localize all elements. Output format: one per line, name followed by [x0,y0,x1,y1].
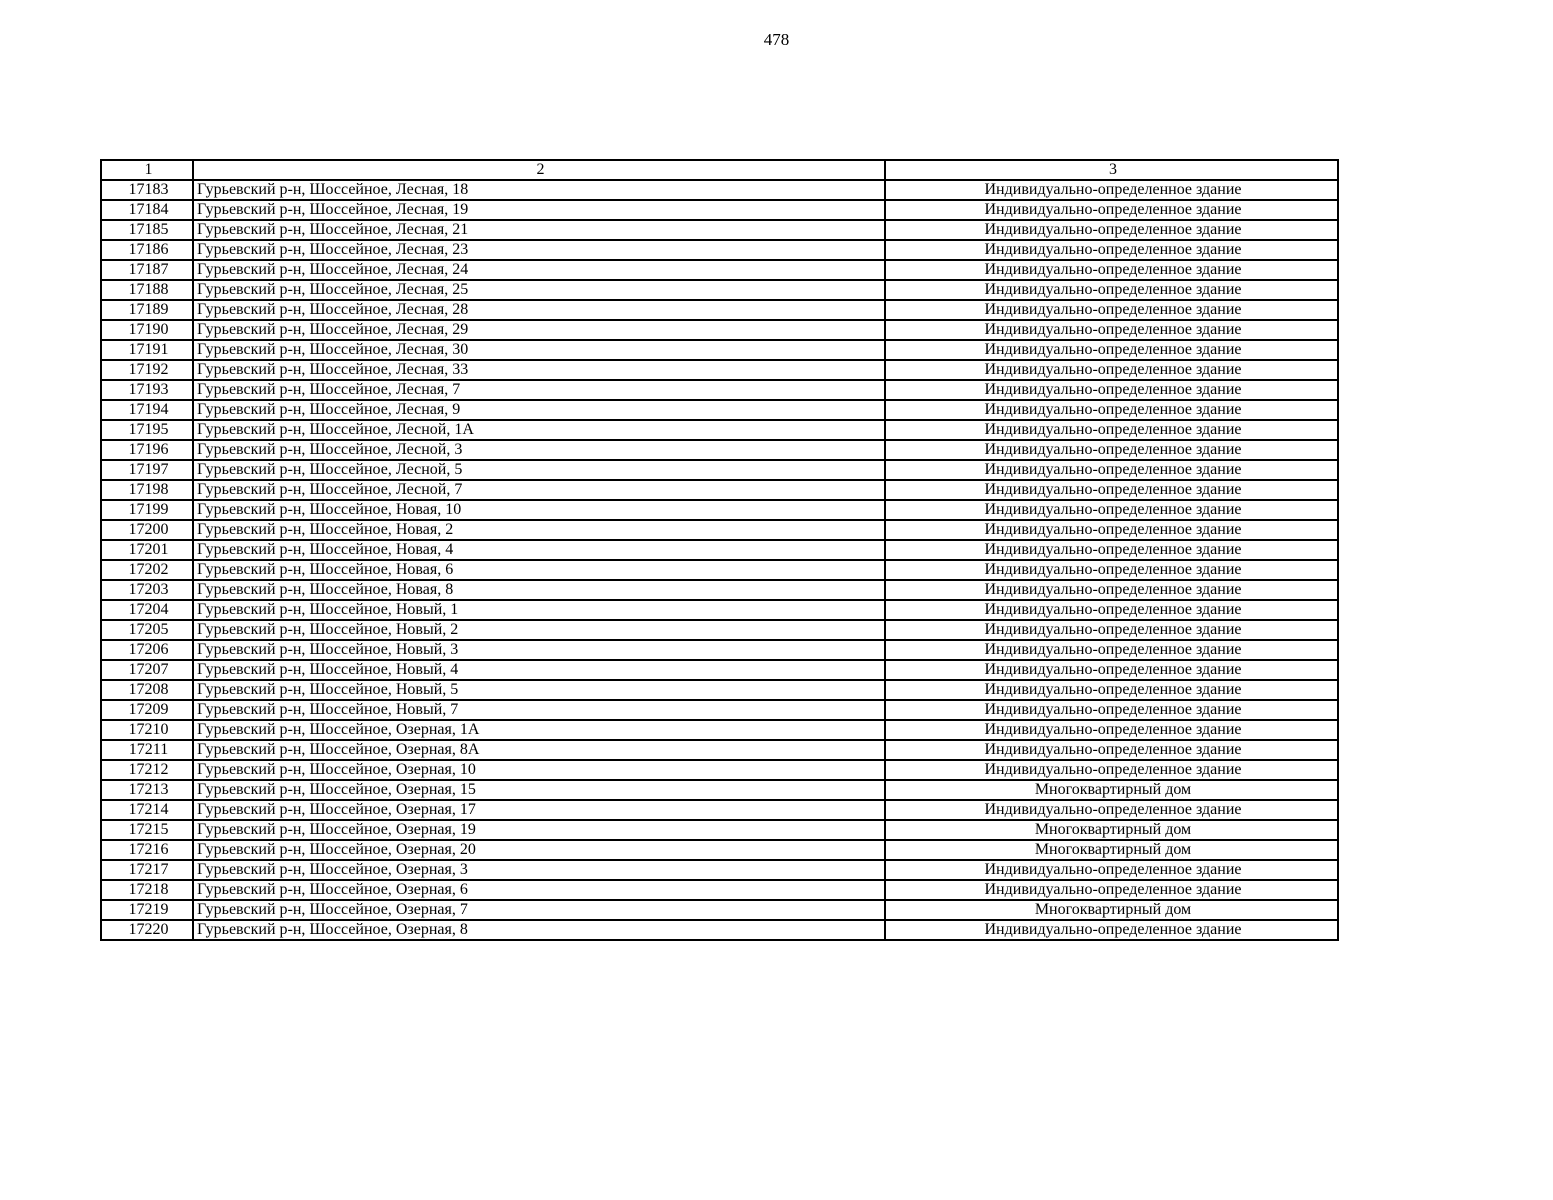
row-number-cell: 17185 [101,220,193,240]
table-row [101,920,1338,940]
building-type-cell: Многоквартирный дом [885,820,1338,840]
table-row [101,480,1338,500]
address-cell: Гурьевский р-н, Шоссейное, Новый, 3 [193,640,885,660]
row-number-cell: 17215 [101,820,193,840]
building-type-cell: Индивидуально-определенное здание [885,400,1338,420]
address-cell: Гурьевский р-н, Шоссейное, Озерная, 8А [193,740,885,760]
row-number-cell: 17212 [101,760,193,780]
row-number-cell: 17183 [101,180,193,200]
building-type-cell: Индивидуально-определенное здание [885,360,1338,380]
address-cell: Гурьевский р-н, Шоссейное, Лесная, 33 [193,360,885,380]
row-number-cell: 17189 [101,300,193,320]
table-row [101,780,1338,800]
building-type-cell: Индивидуально-определенное здание [885,440,1338,460]
table-row [101,600,1338,620]
table-row [101,260,1338,280]
address-cell: Гурьевский р-н, Шоссейное, Лесной, 7 [193,480,885,500]
building-type-cell: Индивидуально-определенное здание [885,280,1338,300]
header-col-2: 2 [193,160,885,180]
row-number-cell: 17184 [101,200,193,220]
address-cell: Гурьевский р-н, Шоссейное, Новый, 5 [193,680,885,700]
address-cell: Гурьевский р-н, Шоссейное, Новый, 1 [193,600,885,620]
table-row [101,500,1338,520]
building-type-cell: Индивидуально-определенное здание [885,560,1338,580]
table-row [101,820,1338,840]
table-row [101,340,1338,360]
row-number-cell: 17200 [101,520,193,540]
row-number-cell: 17216 [101,840,193,860]
row-number-cell: 17197 [101,460,193,480]
row-number-cell: 17217 [101,860,193,880]
building-type-cell: Индивидуально-определенное здание [885,580,1338,600]
table-row [101,280,1338,300]
address-cell: Гурьевский р-н, Шоссейное, Озерная, 1А [193,720,885,740]
table-row [101,760,1338,780]
address-cell: Гурьевский р-н, Шоссейное, Лесной, 5 [193,460,885,480]
address-cell: Гурьевский р-н, Шоссейное, Озерная, 3 [193,860,885,880]
property-register-table [100,159,1339,941]
address-cell: Гурьевский р-н, Шоссейное, Лесная, 30 [193,340,885,360]
building-type-cell: Индивидуально-определенное здание [885,320,1338,340]
address-cell: Гурьевский р-н, Шоссейное, Новый, 7 [193,700,885,720]
address-cell: Гурьевский р-н, Шоссейное, Озерная, 8 [193,920,885,940]
address-cell: Гурьевский р-н, Шоссейное, Лесная, 24 [193,260,885,280]
table-row [101,400,1338,420]
table-row [101,900,1338,920]
building-type-cell: Многоквартирный дом [885,780,1338,800]
row-number-cell: 17202 [101,560,193,580]
building-type-cell: Индивидуально-определенное здание [885,800,1338,820]
header-col-3: 3 [885,160,1338,180]
row-number-cell: 17209 [101,700,193,720]
table-row [101,740,1338,760]
building-type-cell: Индивидуально-определенное здание [885,300,1338,320]
table-row [101,840,1338,860]
building-type-cell: Индивидуально-определенное здание [885,420,1338,440]
building-type-cell: Индивидуально-определенное здание [885,660,1338,680]
address-cell: Гурьевский р-н, Шоссейное, Лесная, 19 [193,200,885,220]
table-row [101,700,1338,720]
address-cell: Гурьевский р-н, Шоссейное, Озерная, 15 [193,780,885,800]
table-row [101,360,1338,380]
row-number-cell: 17206 [101,640,193,660]
building-type-cell: Индивидуально-определенное здание [885,380,1338,400]
table-row [101,220,1338,240]
row-number-cell: 17193 [101,380,193,400]
row-number-cell: 17205 [101,620,193,640]
address-cell: Гурьевский р-н, Шоссейное, Озерная, 6 [193,880,885,900]
row-number-cell: 17218 [101,880,193,900]
building-type-cell: Индивидуально-определенное здание [885,600,1338,620]
address-cell: Гурьевский р-н, Шоссейное, Лесная, 28 [193,300,885,320]
building-type-cell: Индивидуально-определенное здание [885,640,1338,660]
address-cell: Гурьевский р-н, Шоссейное, Лесной, 3 [193,440,885,460]
address-cell: Гурьевский р-н, Шоссейное, Озерная, 17 [193,800,885,820]
building-type-cell: Индивидуально-определенное здание [885,340,1338,360]
table-row [101,520,1338,540]
row-number-cell: 17199 [101,500,193,520]
row-number-cell: 17210 [101,720,193,740]
building-type-cell: Индивидуально-определенное здание [885,480,1338,500]
building-type-cell: Индивидуально-определенное здание [885,860,1338,880]
row-number-cell: 17188 [101,280,193,300]
table-row [101,380,1338,400]
table-body [101,180,1338,940]
table-row [101,460,1338,480]
address-cell: Гурьевский р-н, Шоссейное, Новая, 4 [193,540,885,560]
table-row [101,800,1338,820]
table-header [101,160,1338,180]
building-type-cell: Индивидуально-определенное здание [885,260,1338,280]
building-type-cell: Индивидуально-определенное здание [885,520,1338,540]
building-type-cell: Индивидуально-определенное здание [885,220,1338,240]
header-col-1: 1 [101,160,193,180]
table-row [101,880,1338,900]
row-number-cell: 17211 [101,740,193,760]
building-type-cell: Индивидуально-определенное здание [885,880,1338,900]
table-row [101,720,1338,740]
building-type-cell: Индивидуально-определенное здание [885,760,1338,780]
row-number-cell: 17191 [101,340,193,360]
building-type-cell: Индивидуально-определенное здание [885,540,1338,560]
address-cell: Гурьевский р-н, Шоссейное, Лесная, 7 [193,380,885,400]
address-cell: Гурьевский р-н, Шоссейное, Лесная, 21 [193,220,885,240]
address-cell: Гурьевский р-н, Шоссейное, Лесная, 25 [193,280,885,300]
table-row [101,620,1338,640]
table-row [101,200,1338,220]
building-type-cell: Индивидуально-определенное здание [885,700,1338,720]
page-number: 478 [763,30,790,49]
address-cell: Гурьевский р-н, Шоссейное, Новый, 4 [193,660,885,680]
table-row [101,540,1338,560]
address-cell: Гурьевский р-н, Шоссейное, Новая, 6 [193,560,885,580]
row-number-cell: 17196 [101,440,193,460]
building-type-cell: Индивидуально-определенное здание [885,500,1338,520]
table-row [101,300,1338,320]
table-row [101,240,1338,260]
building-type-cell: Индивидуально-определенное здание [885,620,1338,640]
table-row [101,440,1338,460]
building-type-cell: Индивидуально-определенное здание [885,920,1338,940]
table-row [101,660,1338,680]
table-row [101,680,1338,700]
header-row [101,160,1338,180]
building-type-cell: Индивидуально-определенное здание [885,180,1338,200]
table-row [101,860,1338,880]
row-number-cell: 17201 [101,540,193,560]
table-row [101,320,1338,340]
row-number-cell: 17194 [101,400,193,420]
row-number-cell: 17203 [101,580,193,600]
row-number-cell: 17192 [101,360,193,380]
table-row [101,420,1338,440]
building-type-cell: Индивидуально-определенное здание [885,240,1338,260]
row-number-cell: 17190 [101,320,193,340]
row-number-cell: 17204 [101,600,193,620]
building-type-cell: Индивидуально-определенное здание [885,720,1338,740]
address-cell: Гурьевский р-н, Шоссейное, Лесная, 18 [193,180,885,200]
table-row [101,640,1338,660]
table-row [101,560,1338,580]
row-number-cell: 17213 [101,780,193,800]
row-number-cell: 17208 [101,680,193,700]
address-cell: Гурьевский р-н, Шоссейное, Новая, 2 [193,520,885,540]
building-type-cell: Индивидуально-определенное здание [885,200,1338,220]
address-cell: Гурьевский р-н, Шоссейное, Озерная, 10 [193,760,885,780]
row-number-cell: 17195 [101,420,193,440]
address-cell: Гурьевский р-н, Шоссейное, Новая, 10 [193,500,885,520]
address-cell: Гурьевский р-н, Шоссейное, Лесной, 1А [193,420,885,440]
table-row [101,180,1338,200]
building-type-cell: Индивидуально-определенное здание [885,740,1338,760]
building-type-cell: Индивидуально-определенное здание [885,460,1338,480]
address-cell: Гурьевский р-н, Шоссейное, Новая, 8 [193,580,885,600]
row-number-cell: 17198 [101,480,193,500]
building-type-cell: Многоквартирный дом [885,840,1338,860]
row-number-cell: 17220 [101,920,193,940]
address-cell: Гурьевский р-н, Шоссейное, Лесная, 29 [193,320,885,340]
row-number-cell: 17207 [101,660,193,680]
building-type-cell: Многоквартирный дом [885,900,1338,920]
row-number-cell: 17219 [101,900,193,920]
row-number-cell: 17214 [101,800,193,820]
address-cell: Гурьевский р-н, Шоссейное, Озерная, 20 [193,840,885,860]
table-row [101,580,1338,600]
building-type-cell: Индивидуально-определенное здание [885,680,1338,700]
address-cell: Гурьевский р-н, Шоссейное, Лесная, 9 [193,400,885,420]
row-number-cell: 17186 [101,240,193,260]
row-number-cell: 17187 [101,260,193,280]
address-cell: Гурьевский р-н, Шоссейное, Новый, 2 [193,620,885,640]
address-cell: Гурьевский р-н, Шоссейное, Озерная, 19 [193,820,885,840]
address-cell: Гурьевский р-н, Шоссейное, Лесная, 23 [193,240,885,260]
address-cell: Гурьевский р-н, Шоссейное, Озерная, 7 [193,900,885,920]
